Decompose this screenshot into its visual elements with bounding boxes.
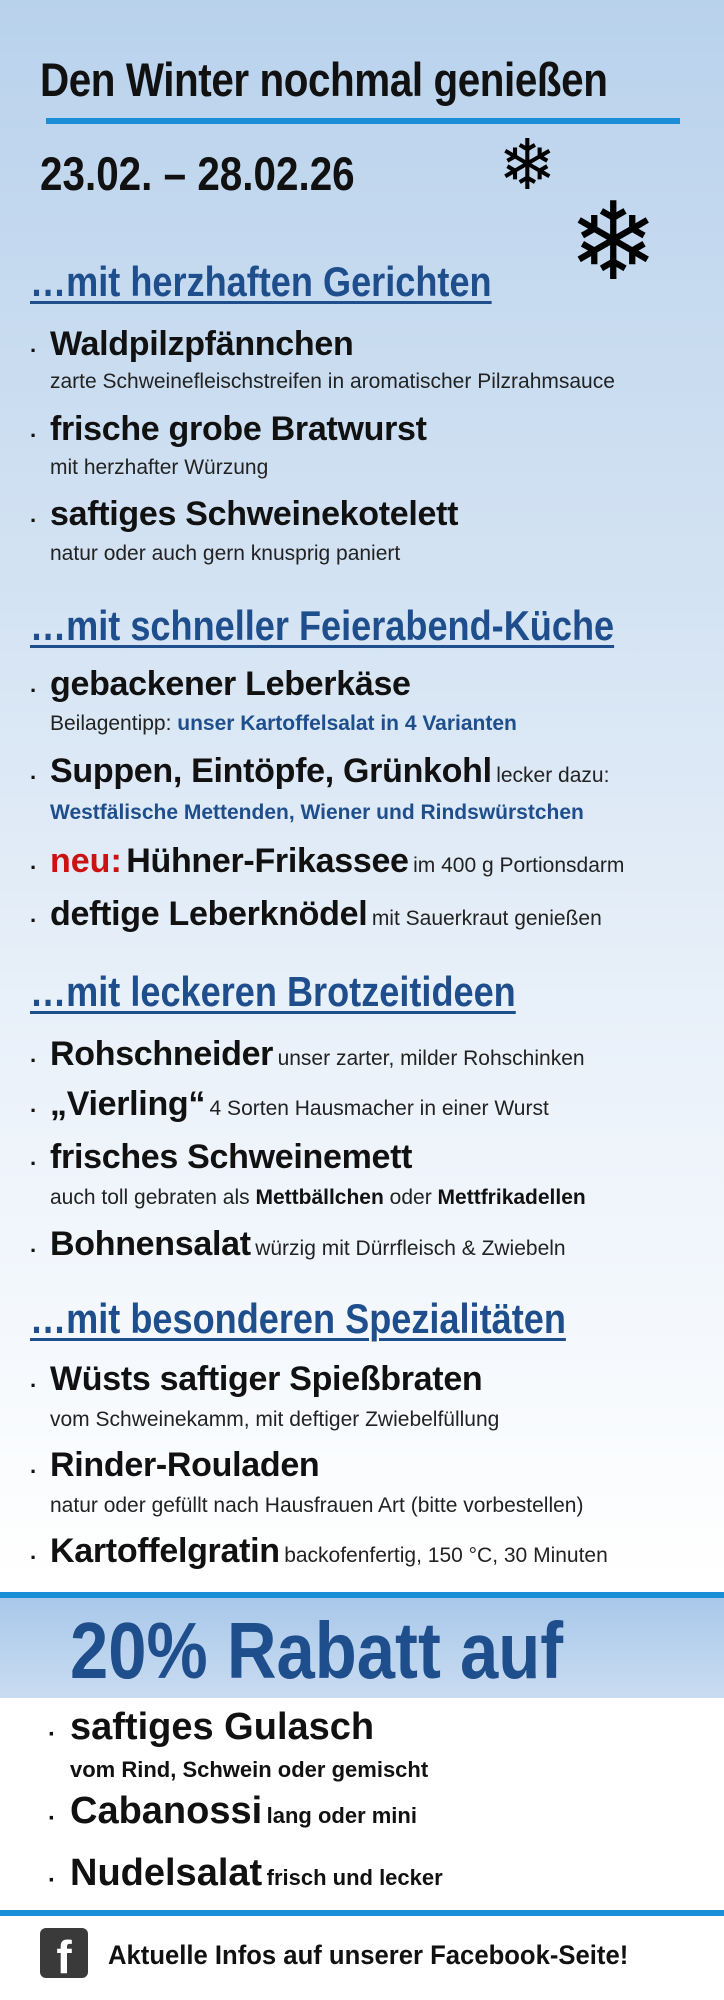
item-inline-desc: lang oder mini xyxy=(266,1803,417,1828)
menu-item xyxy=(30,325,353,364)
desc-bold: Mettfrikadellen xyxy=(437,1186,586,1209)
item-name: saftiges Gulasch xyxy=(70,1706,375,1748)
menu-item xyxy=(30,752,609,791)
item-description xyxy=(50,801,584,825)
desc-prefix: Beilagentipp: xyxy=(50,712,178,735)
item-name: Cabanossi xyxy=(70,1790,263,1832)
bullet: · xyxy=(30,1097,38,1123)
menu-item xyxy=(30,1085,549,1124)
item-inline-desc: lecker dazu: xyxy=(496,764,610,787)
new-badge: neu: xyxy=(50,842,122,880)
menu-item xyxy=(30,495,458,534)
item-name: frische grobe Bratwurst xyxy=(50,410,427,448)
item-name: Nudelsalat xyxy=(70,1852,263,1894)
item-name: Kartoffelgratin xyxy=(50,1532,280,1570)
section-heading: …mit schneller Feierabend-Küche xyxy=(30,602,615,649)
bullet: · xyxy=(30,1372,38,1398)
bullet: · xyxy=(30,854,38,880)
bullet: · xyxy=(48,1804,56,1832)
item-inline-desc: würzig mit Dürrfleisch & Zwiebeln xyxy=(255,1237,566,1260)
menu-item xyxy=(30,1225,566,1264)
bullet: · xyxy=(30,907,38,933)
item-name: Suppen, Eintöpfe, Grünkohl xyxy=(50,752,492,790)
bullet: · xyxy=(30,422,38,448)
desc-bold: Mettbällchen xyxy=(255,1186,384,1209)
bullet: · xyxy=(30,1047,38,1073)
bullet: · xyxy=(30,507,38,533)
item-description xyxy=(50,712,517,736)
desc-highlight: unser Kartoffelsalat in 4 Varianten xyxy=(177,712,517,735)
menu-item xyxy=(30,1532,608,1571)
menu-item xyxy=(30,895,602,934)
item-name: Bohnensalat xyxy=(50,1225,251,1263)
facebook-link-text[interactable]: Aktuelle Infos auf unserer Facebook-Seite! xyxy=(108,1940,629,1970)
item-name: Wüsts saftiger Spießbraten xyxy=(50,1360,483,1398)
desc-mid: oder xyxy=(383,1186,438,1209)
snowflake-icon: ❄ xyxy=(498,126,557,204)
item-name: gebackener Leberkäse xyxy=(50,665,411,703)
desc-prefix: auch toll gebraten als xyxy=(50,1186,256,1209)
bullet: · xyxy=(30,1544,38,1570)
item-description: vom Rind, Schwein oder gemischt xyxy=(70,1757,429,1782)
bullet: · xyxy=(48,1866,56,1894)
discount-item xyxy=(48,1790,417,1833)
menu-item xyxy=(30,665,411,704)
item-name: frisches Schweinemett xyxy=(50,1138,413,1176)
discount-heading: 20% Rabatt auf xyxy=(70,1606,564,1695)
item-inline-desc: backofenfertig, 150 °C, 30 Minuten xyxy=(284,1544,608,1567)
discount-item xyxy=(48,1852,443,1895)
menu-item xyxy=(30,1035,585,1074)
item-inline-desc: frisch und lecker xyxy=(266,1865,443,1890)
item-name: Rohschneider xyxy=(50,1035,274,1073)
menu-item xyxy=(30,410,427,449)
bullet: · xyxy=(30,337,38,363)
snowflake-icon: ❄ xyxy=(568,181,659,302)
section-heading: …mit leckeren Brotzeitideen xyxy=(30,968,516,1015)
footer-divider xyxy=(0,1910,724,1916)
item-description: vom Schweinekamm, mit deftiger Zwiebelfüllung xyxy=(50,1408,500,1431)
bullet: · xyxy=(30,1237,38,1263)
page-title: Den Winter nochmal genießen xyxy=(40,53,608,106)
item-description: natur oder gefüllt nach Hausfrauen Art (bitte vorbestellen) xyxy=(50,1494,584,1517)
item-name: Hühner-Frikassee xyxy=(126,842,409,880)
bullet: · xyxy=(48,1720,56,1748)
item-inline-desc: im 400 g Portionsdarm xyxy=(413,854,625,877)
item-inline-desc: 4 Sorten Hausmacher in einer Wurst xyxy=(209,1097,549,1120)
item-name: deftige Leberknödel xyxy=(50,895,368,933)
menu-item xyxy=(30,1360,482,1399)
item-description: zarte Schweinefleischstreifen in aromatischer Pilzrahmsauce xyxy=(50,370,615,393)
facebook-icon[interactable]: f xyxy=(40,1928,88,1978)
menu-item xyxy=(30,1446,319,1485)
item-description xyxy=(50,1186,586,1210)
item-name: saftiges Schweinekotelett xyxy=(50,495,459,533)
item-description: mit herzhafter Würzung xyxy=(50,456,269,479)
bullet: · xyxy=(30,1150,38,1176)
section-heading: …mit besonderen Spezialitäten xyxy=(30,1295,566,1342)
item-description: natur oder auch gern knusprig paniert xyxy=(50,542,401,565)
item-name: Rinder-Rouladen xyxy=(50,1446,320,1484)
item-name: Waldpilzpfännchen xyxy=(50,325,354,363)
item-name: „Vierling“ xyxy=(50,1085,206,1123)
desc-highlight: Westfälische Mettenden, Wiener und Rindswürstchen xyxy=(50,801,584,824)
bullet: · xyxy=(30,677,38,703)
bullet: · xyxy=(30,764,38,790)
section-heading: …mit herzhaften Gerichten xyxy=(30,258,492,305)
bullet: · xyxy=(30,1458,38,1484)
date-range: 23.02. – 28.02.26 xyxy=(40,147,355,200)
discount-item xyxy=(48,1706,374,1749)
menu-item xyxy=(30,1138,412,1177)
item-inline-desc: mit Sauerkraut genießen xyxy=(371,907,602,930)
menu-item xyxy=(30,842,624,881)
item-inline-desc: unser zarter, milder Rohschinken xyxy=(277,1047,585,1070)
title-divider xyxy=(46,118,680,124)
